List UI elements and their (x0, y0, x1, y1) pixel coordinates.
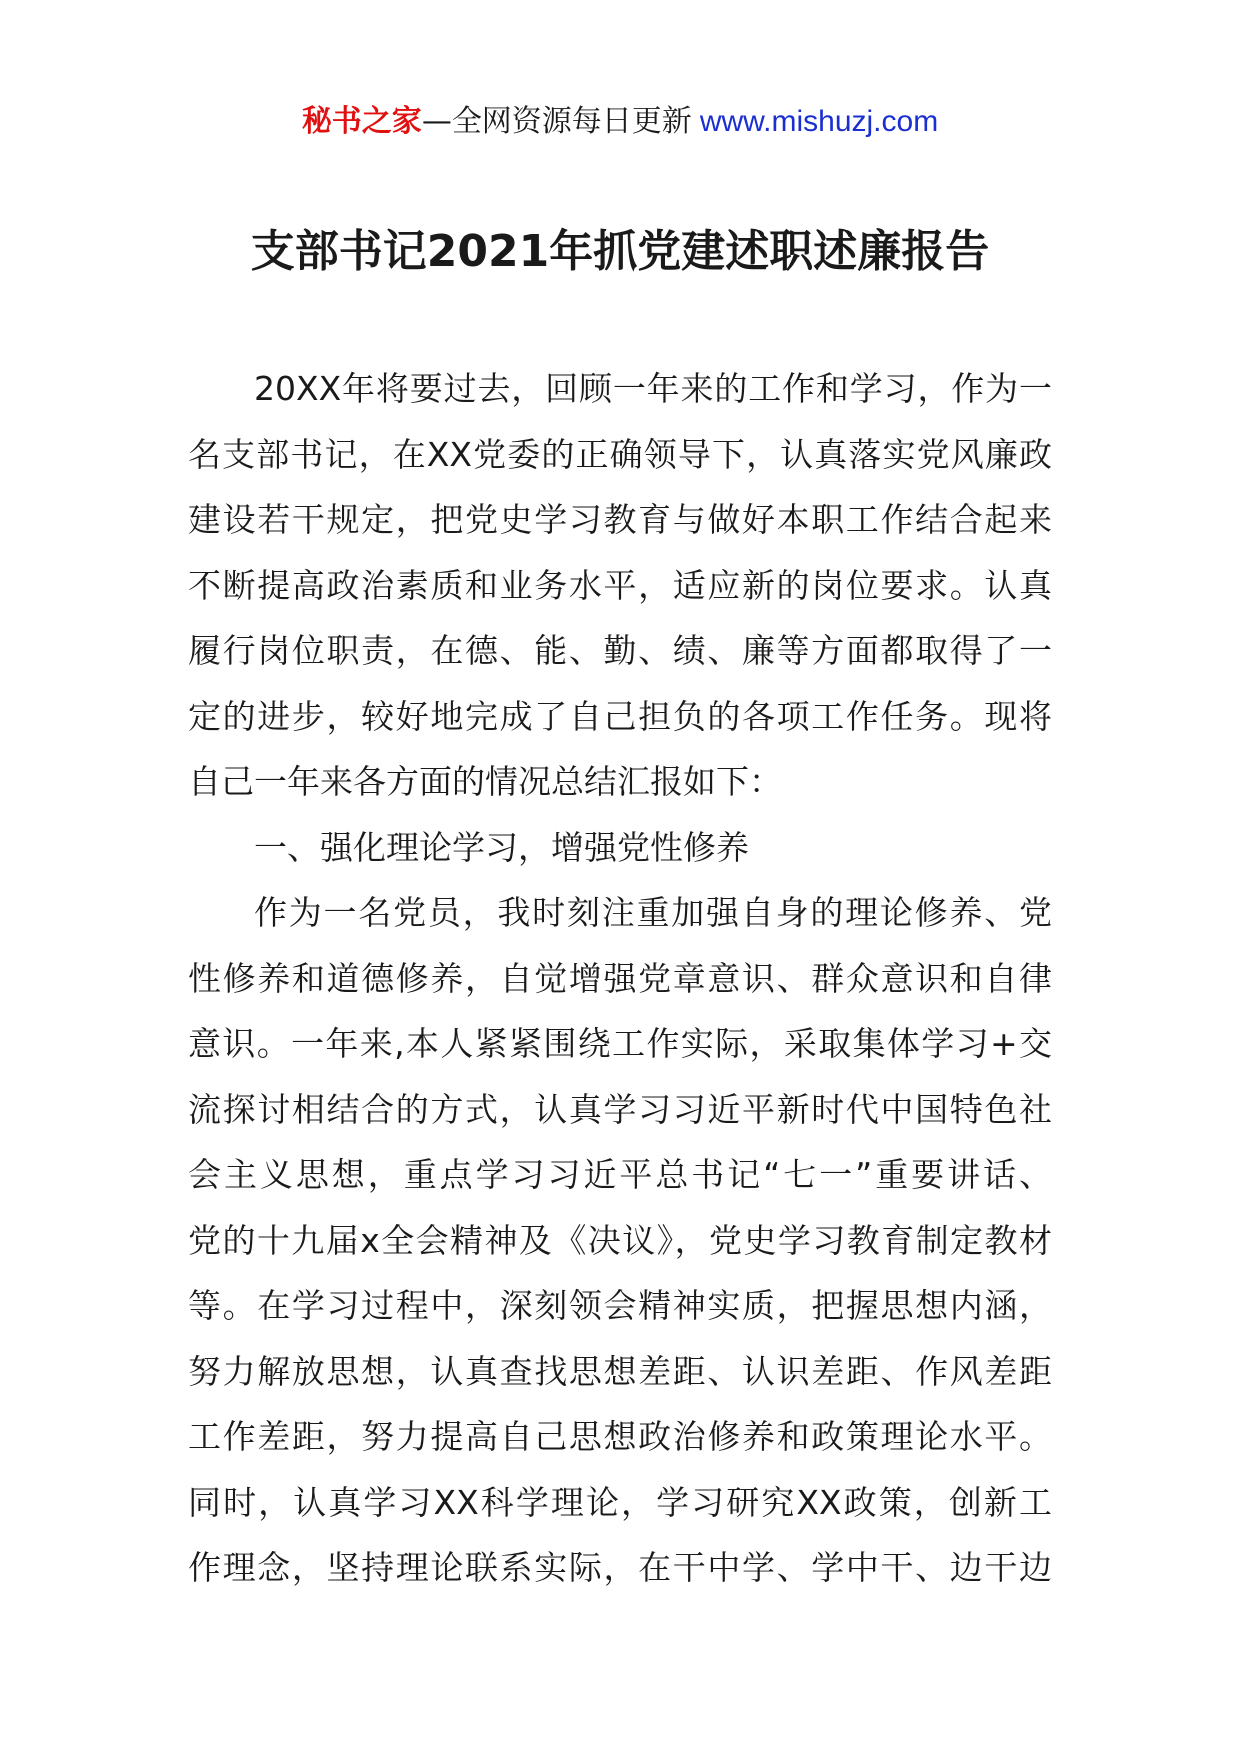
paragraph-line: 建设若干规定，把党史学习教育与做好本职工作结合起来 (188, 500, 1052, 539)
paragraph-line: 工作差距，努力提高自己思想政治修养和政策理论水平。 (188, 1417, 1052, 1456)
site-url-link[interactable]: www.mishuzj.com (699, 105, 939, 138)
paragraph-line: 自己一年来各方面的情况总结汇报如下： (188, 762, 782, 801)
paragraph-line: 作为一名党员，我时刻注重加强自身的理论修养、党 (254, 893, 1052, 932)
paragraph-line: 流探讨相结合的方式，认真学习习近平新时代中国特色社 (188, 1089, 1052, 1129)
section-heading: 一、强化理论学习，增强党性修养 (254, 827, 749, 867)
paragraph-line: 不断提高政治素质和业务水平，适应新的岗位要求。认真 (188, 565, 1052, 605)
site-header (0, 100, 1240, 144)
document-title: 支部书记2021年抓党建述职述廉报告 (250, 226, 990, 277)
paragraph-line: 作理念，坚持理论联系实际，在干中学、学中干、边干边 (188, 1548, 1052, 1587)
paragraph-line: 同时，认真学习XX科学理论，学习研究XX政策，创新工 (188, 1482, 1052, 1522)
document-body (188, 356, 1052, 1601)
paragraph-line: 努力解放思想，认真查找思想差距、认识差距、作风差距 (188, 1351, 1052, 1391)
paragraph-line: 等。在学习过程中，深刻领会精神实质，把握思想内涵， (188, 1286, 1052, 1325)
brand-name: 秘书之家 (301, 104, 422, 139)
paragraph-line: 20XX年将要过去，回顾一年来的工作和学习，作为一 (254, 369, 1052, 408)
paragraph-line: 定的进步，较好地完成了自己担负的各项工作任务。现将 (188, 696, 1052, 736)
paragraph-line: 名支部书记，在XX党委的正确领导下，认真落实党风廉政 (188, 434, 1052, 474)
paragraph-line: 履行岗位职责，在德、能、勤、绩、廉等方面都取得了一 (188, 631, 1052, 670)
header-slogan: —全网资源每日更新 (421, 104, 692, 139)
paragraph-line: 党的十九届x全会精神及《决议》，党史学习教育制定教材 (188, 1220, 1052, 1260)
paragraph-line: 会主义思想，重点学习习近平总书记“七一”重要讲话、 (188, 1155, 1052, 1194)
paragraph-line: 性修养和道德修养，自觉增强党章意识、群众意识和自律 (188, 958, 1052, 998)
paragraph-line: 意识。一年来,本人紧紧围绕工作实际，采取集体学习+交 (188, 1024, 1052, 1063)
